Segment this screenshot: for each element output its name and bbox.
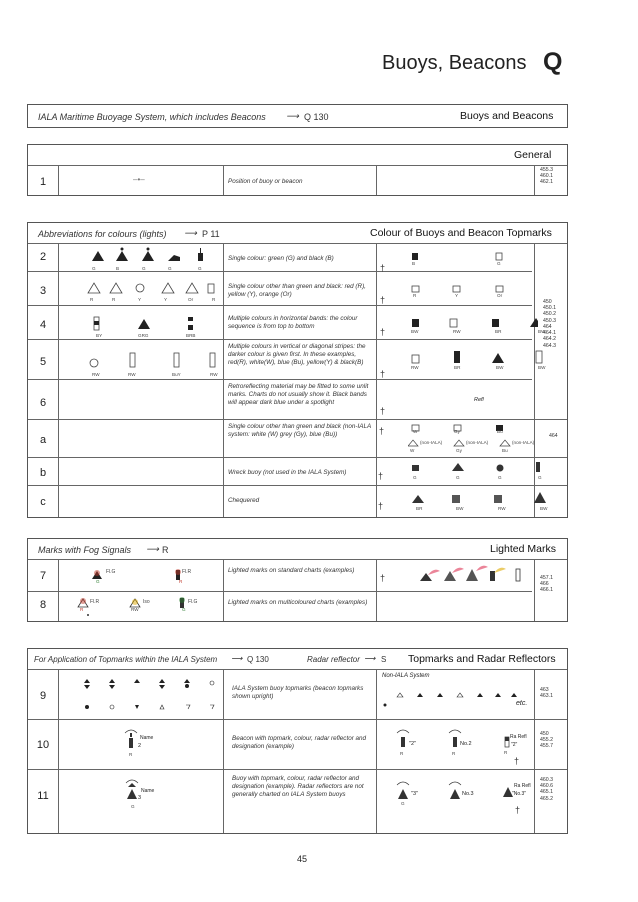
row2-label-g: G: [497, 261, 501, 266]
rowa-ref: 464: [549, 433, 558, 439]
row9-topmark-symbols: [80, 679, 220, 720]
rowc-symbols: [408, 491, 548, 512]
dagger-icon: †: [378, 501, 384, 511]
dagger-icon: †: [380, 295, 386, 305]
row7-r: R: [179, 579, 183, 584]
fog-header-ref: R: [162, 545, 169, 555]
row7-refs: 457.1 466 466.1: [540, 575, 553, 594]
row5-beacon-symbols: [408, 347, 548, 372]
rowb-label-3: G: [498, 475, 502, 480]
row-desc: Buoy with topmark, colour, radar reflector and designation (example). Radar reflectors are not generally charted on IALA System buoys: [232, 775, 364, 798]
row3-label-r: R: [413, 293, 417, 298]
row4-buoy-symbols: [88, 309, 218, 338]
topmarks-ref1: Q 130: [247, 655, 269, 664]
refl-label: Refl: [474, 397, 484, 403]
dagger-icon: †: [380, 369, 386, 379]
row7-g: G: [96, 579, 100, 584]
row-refs: 455.3 460.1 462.1: [540, 167, 553, 186]
row-desc: Lighted marks on standard charts (examples): [228, 567, 355, 574]
row-number: 7: [39, 570, 47, 582]
row7-lighted-symbols: [418, 561, 528, 590]
row8-iso: Iso: [143, 599, 150, 605]
rowc-label-3: RW: [498, 506, 506, 511]
dagger-icon: †: [380, 573, 386, 583]
row-number: 1: [39, 176, 47, 188]
row-number: 3: [39, 285, 47, 297]
banner-ref: Q 130: [304, 112, 329, 122]
row9-refs: 463 463.1: [540, 687, 553, 700]
position-symbol-icon: –•–: [133, 175, 145, 184]
row-desc: Multiple colours in vertical or diagonal stripes: the darker colour is given first. In these examples, red(R), white(W), blue (Bu), yellow(Y) & black(B): [228, 343, 366, 366]
row10-quoted: "2": [409, 741, 416, 747]
rowc-label-2: BW: [456, 506, 464, 511]
row3-buoy-symbols: [86, 279, 222, 302]
row10-refl-label: Ra Refl: [510, 734, 527, 740]
section-letter: Q: [543, 48, 563, 76]
row2-label-b: B: [412, 261, 416, 266]
topmarks-header-left: For Application of Topmarks within the IALA System: [34, 655, 218, 664]
row8-g: G: [182, 607, 186, 612]
row-desc: Retroreflecting material may be fitted to some unlit marks. Charts do not usually show it. Black bands will appear dark blue under a spotlight: [228, 383, 369, 406]
page-number: 45: [297, 854, 308, 864]
row5-label-bw2: BW: [538, 365, 546, 370]
dagger-icon: †: [380, 263, 386, 273]
row8-r: R: [80, 607, 84, 612]
row3-label-y: Y: [455, 293, 459, 298]
colours-header-right: Colour of Buoys and Beacon Topmarks: [370, 227, 552, 239]
row-desc: Position of buoy or beacon: [228, 178, 303, 185]
row-number: 2: [39, 251, 47, 263]
row11-refl-label: Ra Refl: [514, 783, 531, 789]
arrow-icon: ⟶: [286, 111, 299, 121]
row-desc: Beacon with topmark, colour, radar reflector and designation (example): [232, 735, 367, 750]
dagger-icon: †: [380, 327, 386, 337]
rowb-symbols: [408, 461, 548, 480]
row-number: 9: [39, 690, 47, 702]
row10-refl-colour: R: [504, 750, 508, 755]
arrow-icon: ⟶: [364, 654, 376, 663]
row11-name-label: Name: [141, 788, 155, 794]
fog-header-left: Marks with Fog Signals: [38, 545, 132, 555]
iala-banner: [27, 104, 568, 128]
topmarks-table: [27, 648, 568, 834]
arrow-icon: ⟶: [231, 654, 243, 663]
row-number: 5: [39, 356, 47, 368]
dagger-icon: †: [514, 756, 520, 766]
row-number: 8: [39, 599, 47, 611]
row-number: c: [40, 496, 46, 508]
row11-colour: G: [131, 804, 135, 809]
dagger-icon: †: [380, 406, 386, 416]
colours-header-ref: P 11: [202, 229, 220, 239]
fog-header-right: Lighted Marks: [490, 543, 556, 555]
row8-rw: RW: [131, 607, 139, 612]
topmarks-ref2: S: [381, 655, 387, 664]
banner-left-text: IALA Maritime Buoyage System, which includes Beacons: [38, 112, 266, 122]
row-desc: Single colour other than green and black (non-IALA system: white (W) grey (Gy), blue (Bu)): [228, 423, 371, 438]
row5-buoy-symbols: [86, 345, 226, 376]
row10-refs: 450 455.2 455.7: [540, 731, 553, 750]
row-number: 11: [37, 790, 49, 802]
row4-label-rw: RW: [453, 329, 461, 334]
general-header: General: [514, 149, 552, 161]
banner-right-text: Buoys and Beacons: [460, 110, 554, 122]
rowa-label-bu: Bu: [497, 429, 503, 434]
row-desc: Chequered: [228, 497, 260, 504]
row4-beacon-symbols: [408, 317, 538, 336]
row11-quoted: "3": [411, 791, 418, 797]
row7-fl-r: Fl.R: [182, 569, 192, 575]
general-table: [27, 144, 568, 196]
rowa-label-w: W: [413, 429, 418, 434]
row10-colour: R: [129, 752, 133, 757]
colour-refs: 450 450.1 450.2 450.3 464 464.1 464.2 464.3: [543, 299, 556, 349]
row3-label-or: Or: [497, 293, 503, 298]
row5-label-bw: BW: [496, 365, 504, 370]
row-desc: IALA System buoy topmarks (beacon topmarks shown upright): [232, 685, 364, 700]
row-number: b: [39, 467, 47, 479]
etc-label: etc.: [516, 700, 528, 707]
rowb-label-4: G: [538, 475, 542, 480]
row3-beacon-symbols: [410, 283, 530, 301]
colours-header-left: Abbreviations for colours (lights): [38, 229, 167, 239]
rowc-label-1: BR: [416, 506, 423, 511]
dagger-icon: †: [379, 426, 385, 436]
row8-fl-r: Fl.R: [90, 599, 100, 605]
row11-refl-quoted: "No.3": [512, 791, 527, 797]
row11-refs: 460.3 460.6 465.1 465.2: [540, 777, 553, 802]
page-title: Buoys, Beacons: [382, 52, 527, 74]
row10-refl-quoted: "2": [511, 742, 518, 748]
arrow-icon: ⟶: [184, 228, 197, 238]
row-number: 4: [39, 319, 47, 331]
row9-non-iala-symbols: [383, 691, 523, 714]
rowb-label-1: G: [413, 475, 417, 480]
colours-table: Abbreviations for colours (lights) ⟶ P 11 Colour of Buoys and Beacon Topmarks 2 G B G G G Single colour: green (G) and black (B) † B G 3 R R Y Y Or R Single colour other than green and black: red (R), yellow (Y), orange (Or) † R Y Or 4 BY GRG BRB Multiple colours in horizontal bands: the colour sequence is from top to bottom † BW RW BR BW 5 RW RW BuY RW Multiple colours in vertical or diagonal stripes: the darker colour is given first. In these examples, red(R), white(W), blue (Bu), yellow(Y) & black(B) † RW BR BW BW 450 450.1 450.2 450.3 464 464.1 464.2 464.3 6 Retroreflecting material may be fitted to some unlit marks. Charts do not usually show it. Black bands will appear dark blue under a spotlight † Refl a Single colour other than green and black (non-IALA system: white (W) grey (Gy), blue (Bu)) † W Gy Bu (non-IALA) (non-IALA) (non-IALA) W Gy Bu 464 b Wreck buoy (not used in the IALA System) † G G G G c Chequered † BR BW RW BW: [27, 222, 568, 518]
topmarks-header-right: Topmarks and Radar Reflectors: [408, 653, 556, 665]
dagger-icon: †: [515, 805, 521, 815]
arrow-icon: ⟶: [146, 544, 159, 554]
row5-label-br: BR: [454, 365, 461, 370]
row4-label-bw2: BW: [538, 329, 546, 334]
row-desc: Single colour other than green and black: red (R), yellow (Y), orange (Or): [228, 283, 366, 298]
row-number: a: [39, 434, 47, 446]
row10-no-label: No.2: [460, 741, 472, 747]
rowa-beacon-symbols: [410, 421, 530, 439]
row5-label-rw: RW: [411, 365, 419, 370]
row10-name-number: 2: [138, 743, 142, 749]
row11-name-number: 3: [138, 795, 142, 801]
rowb-label-2: G: [456, 475, 460, 480]
row4-label-br: BR: [495, 329, 502, 334]
row11-non-iala-buoy-2: [448, 779, 462, 808]
radar-reflector-label: Radar reflector: [307, 655, 360, 664]
rowa-label-gy: Gy: [454, 429, 460, 434]
row10-no-colour: R: [452, 751, 456, 756]
row-number: 10: [36, 739, 50, 751]
row-desc: Wreck buoy (not used in the IALA System): [228, 469, 347, 476]
row-number: 6: [39, 397, 47, 409]
row7-fl-g: Fl.G: [106, 569, 116, 575]
row-desc: Multiple colours in horizontal bands: the colour sequence is from top to bottom: [228, 315, 358, 330]
row4-label-bw: BW: [411, 329, 419, 334]
lighted-marks-table: [27, 538, 568, 622]
row10-name-label: Name: [140, 735, 154, 741]
non-iala-label: Non-IALA System: [382, 673, 430, 679]
row10-quoted-colour: R: [400, 751, 404, 756]
row-desc: Single colour: green (G) and black (B): [228, 255, 334, 262]
row11-no-label: No.3: [462, 791, 474, 797]
row-desc: Lighted marks on multicoloured charts (examples): [228, 599, 368, 606]
row2-beacon-symbols: [410, 250, 520, 269]
row8-fl-g: Fl.G: [188, 599, 198, 605]
row11-quoted-colour: G: [401, 801, 405, 806]
dagger-icon: †: [378, 471, 384, 481]
rowc-label-4: BW: [540, 506, 548, 511]
